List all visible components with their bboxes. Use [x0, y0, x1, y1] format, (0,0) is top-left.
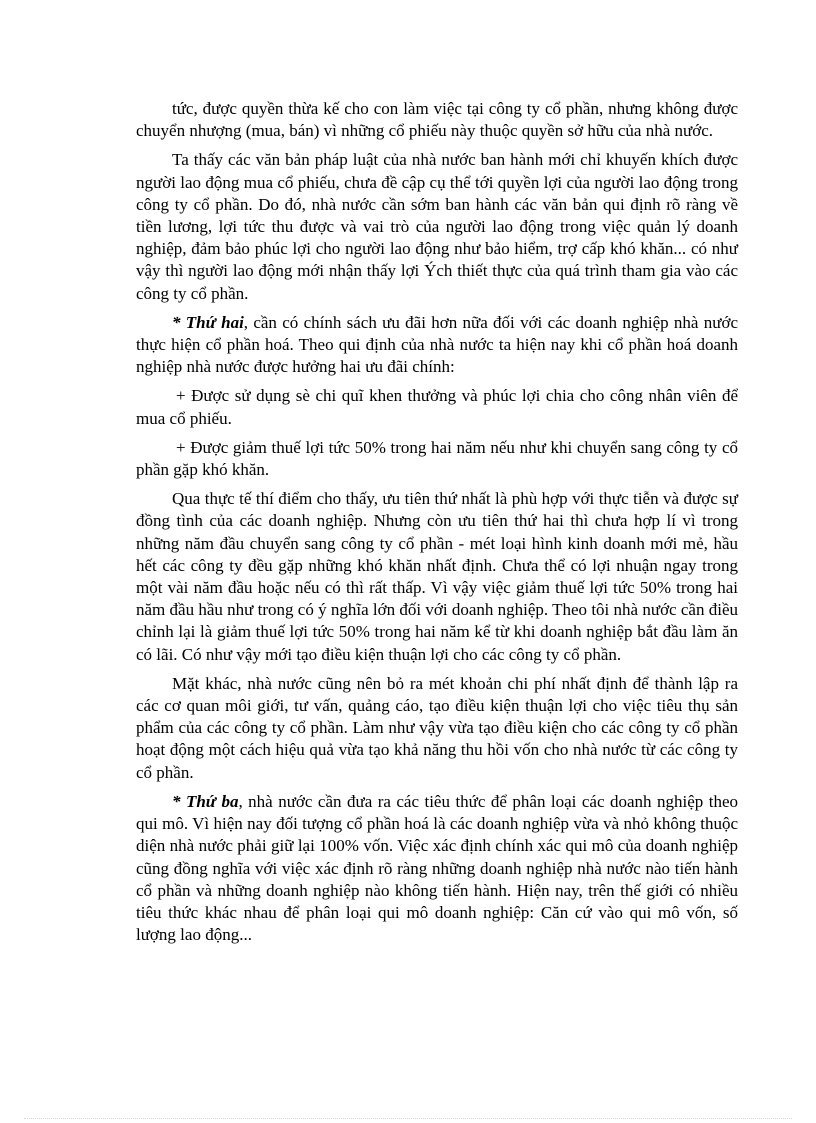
document-page — [136, 98, 738, 953]
paragraph-8 — [136, 791, 738, 946]
paragraph-1 — [136, 98, 738, 142]
paragraph-text: Mặt khác, nhà nước cũng nên bỏ ra mét khoản chi phí nhất định để thành lập ra các cơ quan môi giới, tư vấn, quảng cáo, tạo điều kiện thuận lợi cho việc tiêu thụ sản phẩm của các công ty cổ phần. Làm như vậy vừa tạo điều kiện cho các công ty cổ phần hoạt động một cách hiệu quả vừa tạo khả năng thu hồi vốn cho nhà nước từ các công ty cổ phần. — [136, 673, 738, 782]
paragraph-text: Qua thực tế thí điểm cho thấy, ưu tiên thứ nhất là phù hợp với thực tiễn và được sự đồng tình của các doanh nghiệp. Nhưng còn ưu tiên thứ hai thì chưa hợp lí vì trong những năm đầu chuyển sang công ty cổ phần - mét loại hình kinh doanh mới mẻ, hầu hết các công ty đều gặp những khó khăn nhất định. Chưa thể có lợi nhuận ngay trong một vài năm đầu hoặc nếu có thì rất thấp. Vì vậy việc giảm thuế lợi tức 50% trong hai năm đầu hầu như trong có ý nghĩa lớn đối với doanh nghiệp. Theo tôi nhà nước cần điều chỉnh lại là giảm thuế lợi tức 50% trong hai năm kể từ khi doanh nghiệp bắt đầu làm ăn có lãi. Có như vậy mới tạo điều kiện thuận lợi cho các công ty cổ phần. — [136, 489, 738, 664]
paragraph-3 — [136, 312, 738, 379]
paragraph-text: tức, được quyền thừa kế cho con làm việc tại công ty cổ phần, nhưng không được chuyển nhượng (mua, bán) vì những cổ phiếu này thuộc quyền sở hữu của nhà nước. — [136, 99, 738, 141]
paragraph-text: Ta thấy các văn bản pháp luật của nhà nước ban hành mới chỉ khuyến khích được người lao động mua cổ phiếu, chưa đề cập cụ thể tới quyền lợi của người lao động trong công ty cổ phần. Do đó, nhà nước cần sớm ban hành các văn bản qui định rõ ràng về tiền lương, lợi tức thu được và vai trò của người lao động trong việc quản lý doanh nghiệp, đảm bảo phúc lợi cho người lao động như bảo hiểm, trợ cấp khó khăn... có như vậy thì người lao động mới nhận thấy lợi Ých thiết thực của quá trình tham gia vào các công ty cổ phần. — [136, 150, 738, 303]
paragraph-text: + Được giảm thuế lợi tức 50% trong hai năm nếu như khi chuyển sang công ty cổ phần gặp khó khăn. — [136, 437, 738, 480]
paragraph-2 — [136, 149, 738, 304]
paragraph-text: , cần có chính sách ưu đãi hơn nữa đối với các doanh nghiệp nhà nước thực hiện cổ phần hoá. Theo qui định của nhà nước ta hiện nay khi cổ phần hoá doanh nghiệp nhà nước được hưởng hai ưu đãi chính: — [136, 312, 738, 377]
paragraph-4 — [136, 385, 738, 429]
paragraph-7 — [136, 673, 738, 784]
paragraph-text: + Được sử dụng sè chi quĩ khen thưởng và phúc lợi chia cho công nhân viên để mua cổ phiếu. — [136, 386, 738, 428]
paragraph-lead: * Thứ hai — [172, 312, 244, 332]
page-footer-divider — [24, 1118, 792, 1119]
paragraph-5 — [136, 437, 738, 481]
paragraph-lead: * Thứ ba — [172, 791, 239, 811]
paragraph-6 — [136, 488, 738, 666]
paragraph-text: , nhà nước cần đưa ra các tiêu thức để phân loại các doanh nghiệp theo qui mô. Vì hiện nay đối tượng cổ phần hoá là các doanh nghiệp vừa và nhỏ không thuộc diện nhà nước phải giữ lại 100% vốn. Việc xác định chính xác qui mô của doanh nghiệp cũng đồng nghĩa với việc xác định rõ ràng những doanh nghiệp nhà nước nào tiến hành cổ phần và những doanh nghiệp nào không tiến hành. Hiện nay, trên thế giới có nhiều tiêu thức khác nhau để phân loại qui mô doanh nghiệp: Căn cứ vào qui mô vốn, số lượng lao động... — [136, 791, 738, 945]
